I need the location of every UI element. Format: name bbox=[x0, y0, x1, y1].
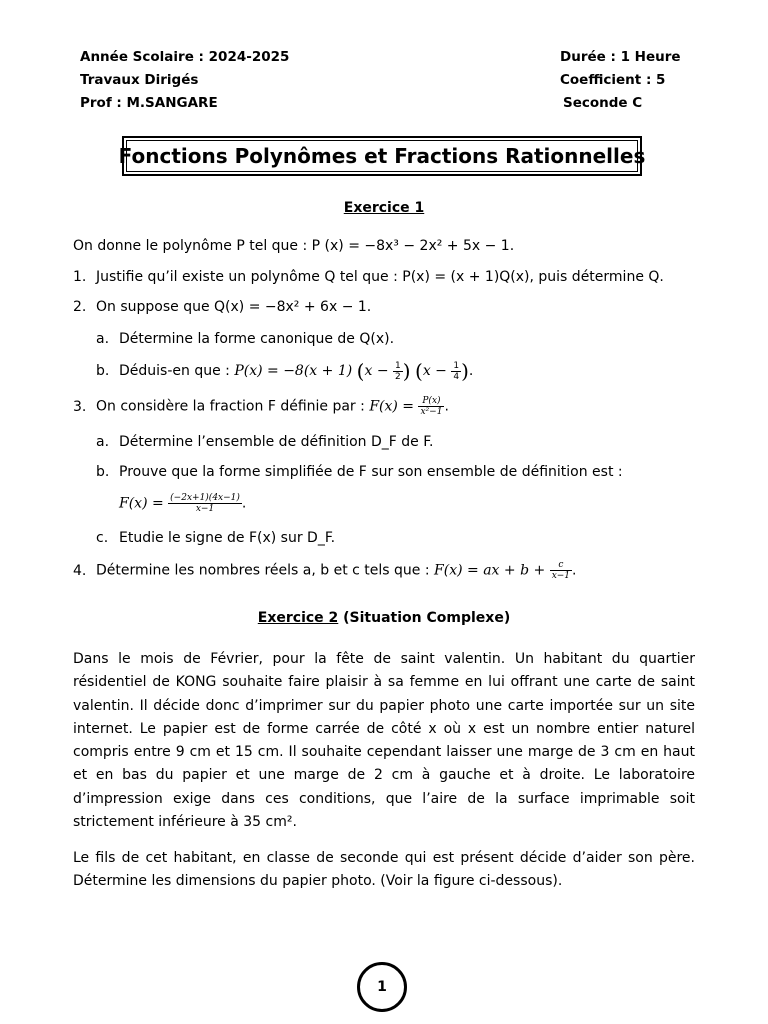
fraction-quarter: $\frac{1}{4}$ bbox=[453, 360, 460, 382]
ex2-paragraph-1: Dans le mois de Février, pour la fête de saint valentin. Un habitant du quartier résidentiel de KONG souhaite faire plaisir à sa femme en lui offrant une carte de saint valentin. Il décide donc d’imprimer sur du papier photo une carte importée sur un site internet. Le papier est de forme carrée de côté x où x est un nombre entier naturel compris entre 9 cm et 15 cm. Il souhaite cependant laisser une marge de 3 cm en haut et en bas du papier et une marge de 2 cm à gauche et à droite. Le laboratoire d’impression exige dans ces conditions, que l’aire de la surface imprimable soit strictement inférieure à 35 cm². bbox=[73, 651, 695, 831]
fraction-simplified: $\frac{(-2x+1)(4x-1)}{x-1}$ bbox=[170, 493, 240, 514]
class-level: Seconde C bbox=[563, 95, 643, 111]
duration: Durée : 1 Heure bbox=[560, 49, 681, 65]
school-year: Année Scolaire : 2024-2025 bbox=[80, 49, 290, 65]
fraction-c-over-x: $\frac{c}{x-1}$ bbox=[551, 560, 571, 581]
ex1-q3c: c. Etudie le signe de F(x) sur D_F. bbox=[96, 530, 336, 546]
title-box bbox=[118, 136, 646, 176]
coefficient: Coefficient : 5 bbox=[560, 72, 666, 88]
ex1-q3a: a. Détermine l’ensemble de définition D_F de F. bbox=[96, 434, 434, 450]
ex1-q2b: b. Déduis-en que : P(x) = −8(x + 1) (x − $\frac{1}{2}$ ) (x − $\frac{1}{4}$ ). bbox=[96, 359, 474, 383]
doc-type: Travaux Dirigés bbox=[80, 72, 199, 88]
fraction-half: $\frac{1}{2}$ bbox=[395, 360, 401, 382]
header-right bbox=[560, 46, 681, 115]
ex1-q3b-formula: F(x) = $\frac{(-2x+1)(4x-1)}{x-1}$ . bbox=[119, 493, 247, 514]
teacher: Prof : M.SANGARE bbox=[80, 95, 218, 111]
page-title: Fonctions Polynômes et Fractions Rationnelles bbox=[118, 144, 646, 168]
ex2-paragraph-2: Le fils de cet habitant, en classe de seconde qui est présent décide d’aider son père. Détermine les dimensions du papier photo. (Voir la figure ci-dessous). bbox=[73, 850, 695, 890]
ex1-intro: On donne le polynôme P tel que : P (x) = −8x³ − 2x² + 5x − 1. bbox=[73, 238, 515, 254]
exercise1-heading: Exercice 1 bbox=[343, 200, 425, 216]
ex1-q3b: b. Prouve que la forme simplifiée de F sur son ensemble de définition est : bbox=[96, 464, 623, 480]
ex1-q3: 3. On considère la fraction F définie par : F(x) = $\frac{P(x)}{\text{x²−1}}$ . bbox=[73, 396, 449, 417]
ex1-q2a: a. Détermine la forme canonique de Q(x). bbox=[96, 331, 395, 347]
exercise2-heading: Exercice 2 (Situation Complexe) bbox=[257, 610, 511, 626]
ex1-q2: 2. On suppose que Q(x) = −8x² + 6x − 1. bbox=[73, 299, 372, 315]
ex1-q4: 4. Détermine les nombres réels a, b et c tels que : F(x) = ax + b + $\frac{c}{x-1}$ . bbox=[73, 560, 577, 581]
fraction-p-over-x2: $\frac{P(x)}{\text{x²−1}}$ bbox=[420, 396, 443, 417]
page-number: 1 bbox=[357, 962, 407, 1012]
header-left bbox=[80, 46, 289, 115]
ex1-q1: 1. Justifie qu’il existe un polynôme Q tel que : P(x) = (x + 1)Q(x), puis détermine Q. bbox=[73, 269, 664, 285]
